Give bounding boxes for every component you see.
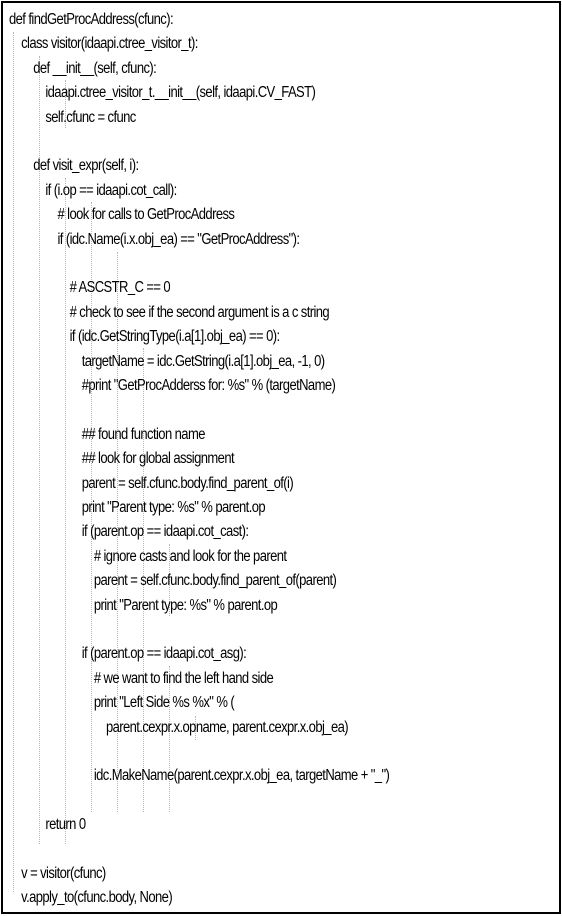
- code-line: v = visitor(cfunc): [9, 865, 106, 882]
- code-line: # check to see if the second argument is a c string: [9, 303, 330, 321]
- code-line: class visitor(idaapi.ctree_visitor_t):: [9, 35, 198, 53]
- code-line: if (parent.op == idaapi.cot_asg):: [9, 645, 247, 663]
- code-line: def visit_expr(self, i):: [9, 157, 139, 175]
- code-line: if (i.op == idaapi.cot_call):: [9, 181, 177, 199]
- code-line: self.cfunc = cfunc: [9, 108, 136, 126]
- code-line: idc.MakeName(parent.cexpr.x.obj_ea, targetName + "_"): [9, 767, 390, 785]
- code-line: if (idc.Name(i.x.obj_ea) == "GetProcAddress"):: [9, 230, 300, 248]
- code-line: def findGetProcAddress(cfunc):: [9, 11, 174, 28]
- code-line: print "Parent type: %s" % parent.op: [9, 499, 266, 516]
- code-line: targetName = idc.GetString(i.a[1].obj_ea, -1, 0): [9, 352, 325, 370]
- code-line: return 0: [9, 816, 86, 834]
- code-line: # look for calls to GetProcAddress: [9, 206, 235, 224]
- code-line: v.apply_to(cfunc.body, None): [9, 889, 173, 907]
- code-line: ## found function name: [9, 425, 205, 443]
- code-listing-frame: [1, 1, 561, 914]
- code-line: parent = self.cfunc.body.find_parent_of(parent): [9, 572, 337, 590]
- code-line: # ASCSTR_C == 0: [9, 279, 171, 297]
- code-line: # we want to find the left hand side: [9, 669, 274, 687]
- code-line: if (parent.op == idaapi.cot_cast):: [9, 523, 249, 541]
- code-line: print "Left Side %s %x" % (: [9, 694, 235, 712]
- code-line: parent = self.cfunc.body.find_parent_of(i): [9, 474, 294, 492]
- code-line: #print "GetProcAdderss for: %s" % (targetName): [9, 377, 336, 394]
- code-line: # ignore casts and look for the parent: [9, 547, 287, 565]
- code-line: def __init__(self, cfunc):: [9, 59, 157, 77]
- code-line: parent.cexpr.x.opname, parent.cexpr.x.obj_ea): [9, 718, 349, 736]
- code-line: if (idc.GetStringType(i.a[1].obj_ea) == 0):: [9, 328, 280, 346]
- code-line: ## look for global assignment: [9, 450, 235, 468]
- code-line: idaapi.ctree_visitor_t.__init__(self, idaapi.CV_FAST): [9, 84, 316, 102]
- code-line: print "Parent type: %s" % parent.op: [9, 596, 278, 614]
